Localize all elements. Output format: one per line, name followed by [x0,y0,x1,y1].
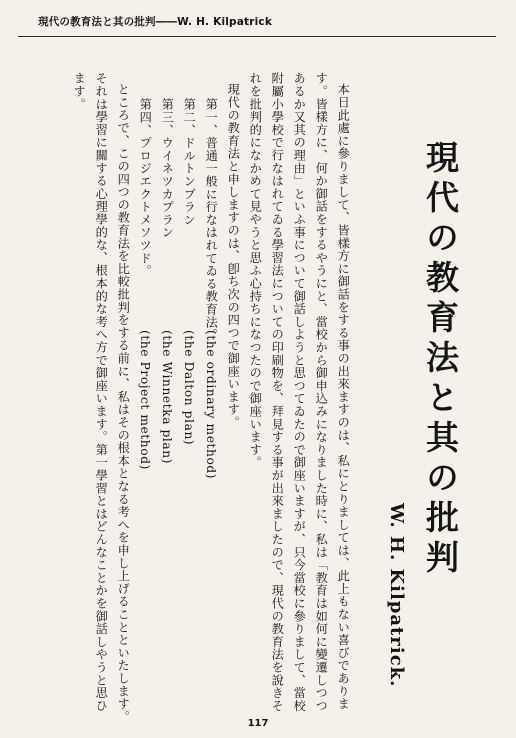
page-number: 117 [247,718,269,729]
method-fourth: 第四、プロジエクトメソツド。 [138,98,153,278]
body-column-3: あるか又其の理由」といふ事について御話しようと思つてゐたので御座いますが、只今當校に參りまして、當校 [292,72,307,712]
body-column-13: ます。 [72,72,87,111]
body-column-1: 本日此處に參りまして、皆樣方に御話をする事の出來ますのは、私にとりましては、此上もない喜びでありま [336,83,351,711]
method-second: 第二、ドルトンプラン [182,98,197,226]
article-author: W. H. Kilpatrick. [386,503,407,688]
method-fourth-gloss: (the Project method) [138,330,153,470]
running-head: 現代の教育法と其の批判――W. H. Kilpatrick [38,16,273,28]
article-title: 現代の教育法と其の批判 [421,140,460,580]
method-first-gloss: (the ordinary method) [204,330,219,480]
method-second-gloss: (the Dalton plan) [182,330,197,446]
body-column-5: れを批判的になかめて見やうと思ふ心持ちになつたので御座います。 [248,72,263,469]
body-column-2: す。皆樣方に、何か御話をするやうにと、當校から御申込みになりました時に、私は「教育は如何に變遷しつつ [314,72,329,712]
method-third: 第三、ウイネツカプラン [160,98,175,239]
body-column-12: それは學習に關する心理學的な、根本的な考へ方で御座います。第一學習とはどんなことかを御話しやうと思ひ [94,72,109,712]
body-column-6: 現代の教育法と申しますのは、卽ち次の四つで御座います。 [226,83,241,429]
body-column-4: 附屬小學校で行なはれてゐる學習法についての印刷物を、拜見する事が出來ましたので、現代の教育法を說きそ [270,72,285,712]
body-column-11: ところで、この四つの教育法を比較批判をする前に、私はその根本となる考へを申し上げることといたします。 [116,83,131,723]
method-third-gloss: (the Winnetka plan) [160,330,175,465]
method-first: 第一、普通一般に行なはれてゐる教育法。 [204,98,219,342]
header-rule [18,36,496,37]
